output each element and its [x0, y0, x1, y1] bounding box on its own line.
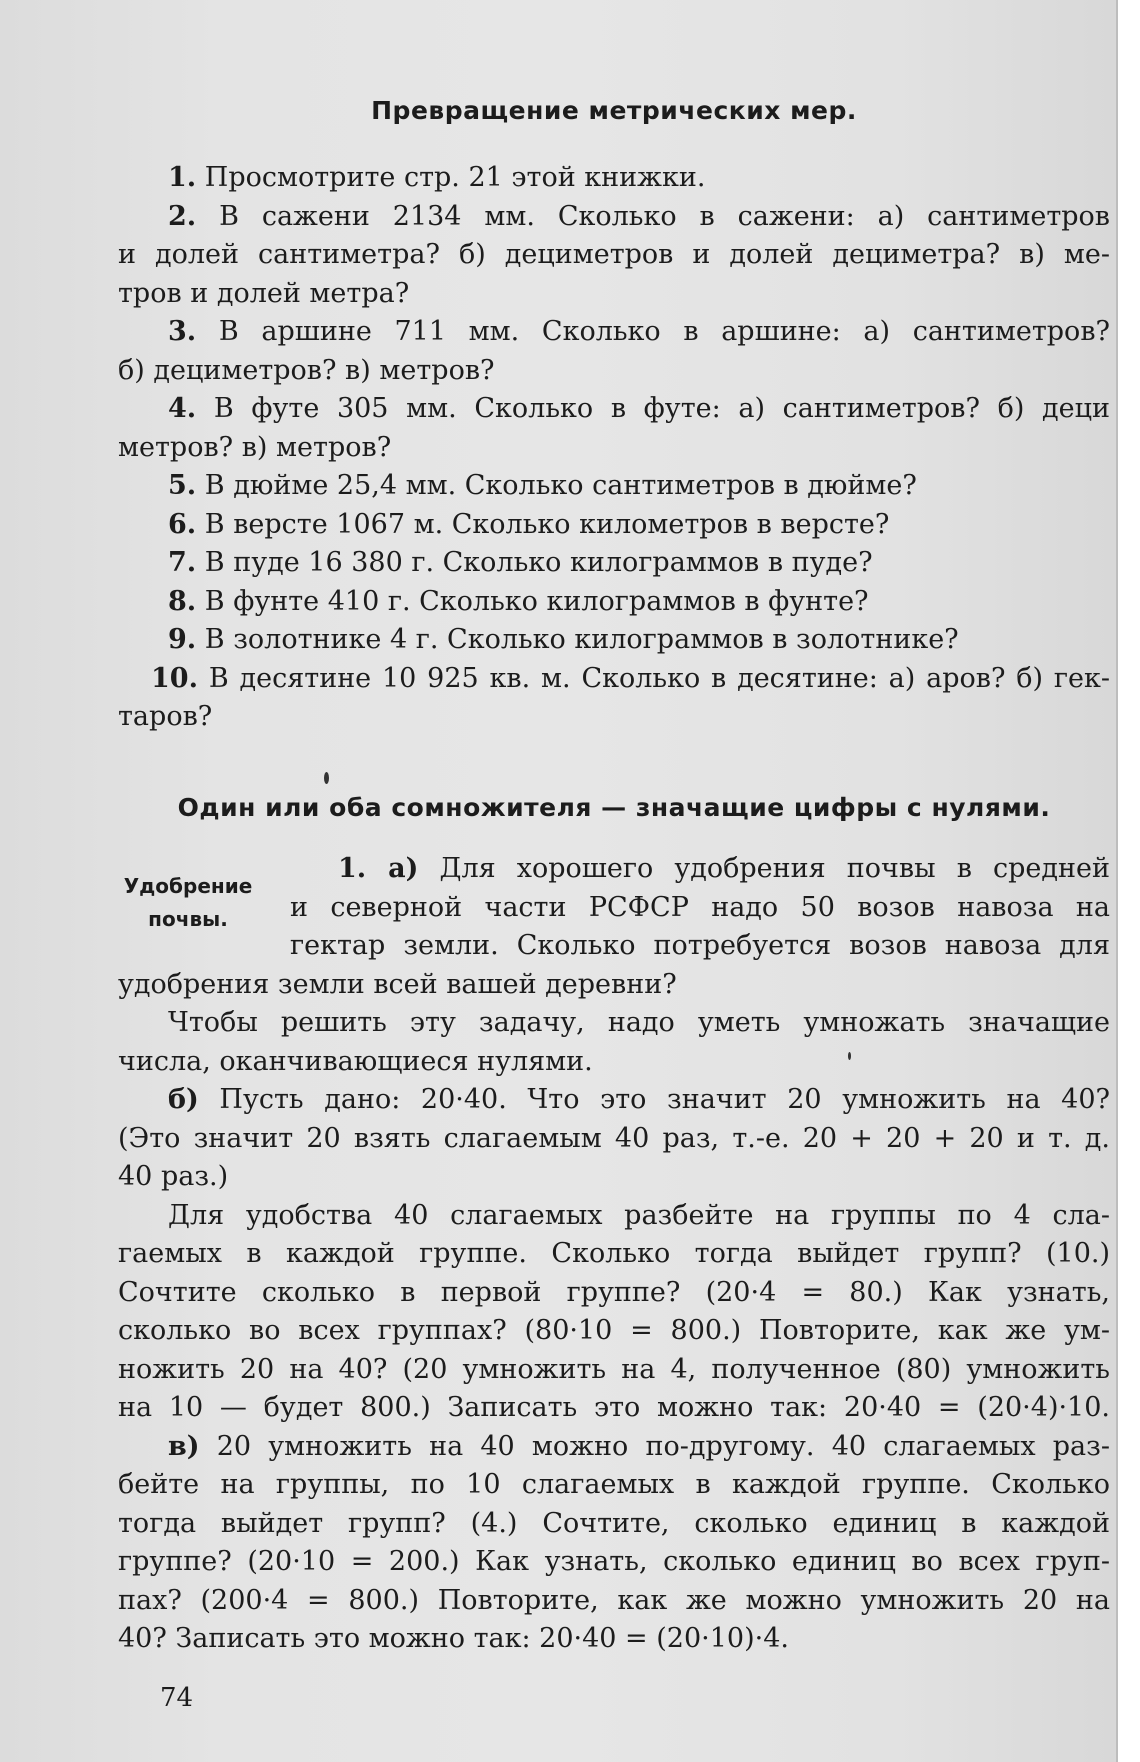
problem-line: 4. В футе 305 мм. Сколько в футе: а) сантиметров? б) деци: [168, 393, 1110, 424]
page-number: 74: [160, 1683, 194, 1713]
text-line: гаемых в каждой группе. Сколько тогда выйдет групп? (10.): [118, 1238, 1110, 1269]
problem-line: 10. В десятине 10 925 кв. м. Сколько в десятине: а) аров? б) гек-: [151, 662, 1111, 694]
text-line: группе? (20·10 = 200.) Как узнать, сколько единиц во всех груп-: [118, 1546, 1110, 1577]
problem-line: 8. В фунте 410 г. Сколько килограммов в фунте?: [168, 585, 869, 617]
metric-problems-list: [118, 159, 1110, 737]
problem-line: 6. В версте 1067 м. Сколько километров в версте?: [168, 508, 890, 540]
problem-line: и долей сантиметра? б) дециметров и долей дециметра? в) ме-: [118, 239, 1110, 270]
margin-note-fertilizer: Удобрение почвы.: [123, 874, 253, 931]
problem-line: метров? в) метров?: [118, 431, 392, 463]
text-line: пах? (200·4 = 800.) Повторите, как же можно умножить 20 на: [118, 1584, 1110, 1616]
text-line: числа, оканчивающиеся нулями.: [118, 1045, 593, 1077]
problem-line: б) дециметров? в) метров?: [118, 354, 495, 386]
problem-line: тров и долей метра?: [118, 277, 410, 309]
text-line: 1. а) Для хорошего удобрения почвы в средней: [338, 853, 1110, 884]
text-line: сколько во всех группах? (80·10 = 800.) Повторите, как же ум-: [118, 1315, 1110, 1346]
problem-line: 3. В аршине 711 мм. Сколько в аршине: а) сантиметров?: [168, 316, 1110, 347]
text-line: 40? Записать это можно так: 20·40 = (20·10)·4.: [118, 1623, 789, 1654]
text-line: и северной части РСФСР надо 50 возов навоза на: [290, 891, 1110, 923]
print-speck: [324, 772, 329, 784]
problem-line: 2. В сажени 2134 мм. Сколько в сажени: а) сантиметров: [168, 200, 1110, 232]
text-line: б) Пусть дано: 20·40. Что это значит 20 умножить на 40?: [168, 1084, 1110, 1115]
problem-line: 7. В пуде 16 380 г. Сколько килограммов в пуде?: [168, 547, 873, 578]
text-line: удобрения земли всей вашей деревни?: [118, 968, 677, 1000]
problem-line: 5. В дюйме 25,4 мм. Сколько сантиметров в дюйме?: [168, 470, 917, 501]
problem-line: 1. Просмотрите стр. 21 этой книжки.: [168, 162, 706, 193]
text-line: тогда выйдет групп? (4.) Сочтите, сколько единиц в каждой: [118, 1507, 1110, 1539]
text-line: бейте на группы, по 10 слагаемых в каждой группе. Сколько: [118, 1469, 1110, 1500]
text-line: Для удобства 40 слагаемых разбейте на группы по 4 сла-: [168, 1199, 1110, 1231]
text-line: Чтобы решить эту задачу, надо уметь умножать значащие: [168, 1007, 1110, 1038]
text-line: на 10 — будет 800.) Записать это можно так: 20·40 = (20·4)·10.: [118, 1392, 1110, 1423]
text-line: в) 20 умножить на 40 можно по-другому. 40 слагаемых раз-: [168, 1430, 1110, 1462]
text-line: (Это значит 20 взять слагаемым 40 раз, т.-е. 20 + 20 + 20 и т. д.: [118, 1122, 1110, 1154]
text-line: Сочтите сколько в первой группе? (20·4 = 80.) Как узнать,: [118, 1276, 1110, 1308]
text-line: гектар земли. Сколько потребуется возов навоза для: [290, 930, 1110, 961]
text-line: 40 раз.): [118, 1161, 229, 1192]
section-heading-factors-with-zeros: Один или оба сомножителя — значащие цифры с нулями.: [177, 793, 1051, 822]
problem-line: таров?: [118, 701, 213, 732]
multiplication-section-text: [118, 850, 1110, 1659]
section-heading-metric-conversion: Превращение метрических мер.: [371, 96, 857, 125]
print-speck: [848, 1052, 851, 1060]
problem-line: 9. В золотнике 4 г. Сколько килограммов в золотнике?: [168, 624, 959, 655]
text-line: ножить 20 на 40? (20 умножить на 4, полученное (80) умножить: [118, 1353, 1110, 1385]
